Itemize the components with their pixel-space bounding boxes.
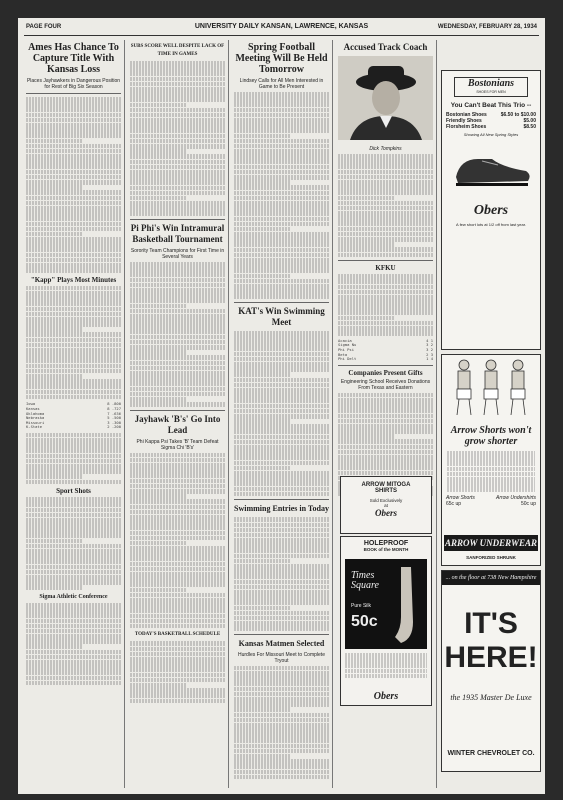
ad-holeproof-product: Times Square	[351, 570, 379, 591]
headline-swim-entries: Swimming Entries in Today	[234, 504, 329, 514]
ad-holeproof-copy	[345, 653, 427, 679]
body-text-block	[130, 453, 225, 629]
body-text-block	[338, 274, 433, 336]
body-text-block	[26, 433, 121, 484]
ad-bostonians-item	[442, 124, 540, 130]
body-text-block	[26, 97, 121, 273]
body-text-block	[234, 666, 329, 780]
ad-bostonians-note: Showing All New Spring Styles	[463, 132, 519, 137]
ad-arrow-shorts	[441, 354, 541, 566]
ad-bostonians-item-price: $8.50	[523, 124, 536, 130]
results-table: Acacia 4 1 Sigma Nu 3 2 Phi Psi 3 2 Beta 2 3 Phi Delt 1 4	[338, 337, 433, 362]
subhead-companies: Engineering School Receives Donations From Texas and Eastern	[340, 378, 431, 391]
column-2	[130, 40, 225, 788]
column-1	[26, 40, 121, 788]
ad-bostonians-item-price: $5.00	[523, 118, 536, 124]
column-rule	[228, 40, 229, 788]
body-text-block	[130, 641, 225, 703]
ad-bostonians-foot: A few short lots at 1/2 off from last year.	[456, 222, 526, 227]
headline-kat: KAT's Win Swimming Meet	[238, 305, 325, 327]
ad-arrow-shorts-label: Arrow Shorts	[446, 494, 475, 501]
headline-kapp: "Kapp" Plays Most Minutes	[30, 275, 117, 284]
masthead	[26, 22, 537, 34]
subhead-jayhawk: Phi Kappa Psi Takes 'B' Team Defeat Sigma Chi 'B's'	[136, 438, 219, 451]
headline-spring-football: Spring Football Meeting Will Be Held Tomorrow	[235, 42, 328, 75]
headline-companies: Companies Present Gifts	[348, 368, 423, 377]
ad-chevrolet-dealer: WINTER CHEVROLET CO.	[447, 750, 535, 757]
photo-caption: Dick Tompkins	[369, 146, 402, 152]
body-text-block	[26, 286, 121, 400]
subhead-piphi: Sorority Team Champions for First Time in Several Years	[130, 248, 225, 261]
ad-arrow-headline: Arrow Shorts won't grow shorter	[450, 425, 532, 447]
standings-table: Iowa 8 .800 Kansas 8 .727 Oklahoma 7 .636 Nebraska 5 .500 Missouri 3 .300 K-State 2 .200	[26, 401, 121, 430]
shoe-illustration	[442, 137, 540, 197]
column-rule	[332, 40, 333, 788]
body-text-block	[130, 262, 225, 407]
portrait-photo	[338, 56, 433, 140]
ad-arrow-undershirts-price: 50c up	[520, 500, 536, 507]
body-text-block	[234, 92, 329, 299]
headline-schedule: TODAY'S BASKETBALL SCHEDULE	[134, 632, 221, 638]
ad-bostonians-brand: Bostonians	[467, 78, 515, 89]
headline-ames: Ames Has Chance To Capture Title With Kansas Loss	[28, 42, 119, 75]
headline-matmen: Kansas Matmen Selected	[238, 638, 325, 648]
ad-holeproof-store: Obers	[373, 691, 399, 702]
ad-bostonians-item-name: Bostonian Shoes	[446, 112, 487, 118]
ad-arrow-mitoga	[340, 476, 432, 534]
body-text-block	[338, 154, 433, 257]
ad-holeproof-price: 50c	[351, 613, 378, 630]
ad-holeproof-photo	[345, 559, 427, 649]
paper-title: UNIVERSITY DAILY KANSAN, LAWRENCE, KANSAS	[194, 23, 369, 30]
ad-bostonians	[441, 70, 541, 350]
ad-holeproof-price-label: Pure Silk	[351, 603, 372, 609]
ad-arrow-sanforized: SANFORIZED SHRUNK	[466, 555, 516, 560]
ad-chevrolet	[441, 570, 541, 772]
ad-holeproof-line1: HOLEPROOF	[363, 540, 409, 547]
column-rule	[436, 40, 437, 788]
column-rule	[124, 40, 125, 788]
newspaper-page	[18, 18, 545, 794]
stocking-illustration	[391, 567, 421, 647]
ad-chevrolet-big: IT'S HERE!	[444, 607, 538, 674]
body-text-block	[130, 61, 225, 216]
ad-bostonians-tagline: SHOES FOR MEN	[476, 90, 506, 94]
subhead-ames: Places Jayhawkers in Dangerous Position for Rest of Big Six Season	[26, 78, 121, 90]
headline-piphi: Pi Phi's Win Intramural Basketball Tournament	[130, 223, 225, 245]
ad-mitoga-store: Obers	[375, 508, 397, 518]
subhead-matmen: Hurdles For Missouri Meet to Complete Tryout	[238, 651, 325, 664]
ad-arrow-brand: ARROW UNDERWEAR	[444, 535, 538, 551]
ad-holeproof	[340, 536, 432, 706]
ad-bostonians-logo	[454, 77, 528, 97]
subhead-spring-football: Lindsey Calls for All Men Interested in Game to Be Present	[239, 78, 324, 90]
kfku-heading: KFKU	[375, 264, 396, 273]
ad-bostonians-item-price: $6.50 to $10.00	[500, 112, 536, 118]
men-in-underwear-illustration	[442, 355, 540, 417]
ad-bostonians-store: Obers	[473, 203, 509, 218]
body-text-block	[234, 331, 329, 496]
issue-date: WEDNESDAY, FEBRUARY 28, 1934	[437, 24, 537, 30]
body-text-block	[26, 603, 121, 685]
ad-mitoga-line4: at	[384, 503, 388, 508]
headline-sport-shots: Sport Shots	[56, 487, 91, 496]
body-text-block	[234, 517, 329, 631]
ad-bostonians-items	[442, 112, 540, 130]
ad-arrow-shorts-price: 65c up	[446, 500, 462, 507]
column-3	[234, 40, 329, 788]
ad-holeproof-line2: BOOK of the MONTH	[363, 547, 409, 552]
page-number: PAGE FOUR	[26, 24, 62, 30]
headline-track-coach: Accused Track Coach	[343, 42, 428, 52]
body-text-block	[26, 497, 121, 590]
ad-arrow-undershirts-label: Arrow Undershirts	[495, 494, 536, 501]
ad-mitoga-line2: SHIRTS	[374, 488, 397, 494]
ad-bostonians-headline: You Can't Beat This Trio --	[450, 102, 532, 109]
headline-jayhawk: Jayhawk 'B's' Go Into Lead	[134, 413, 221, 435]
ad-chevrolet-model: the 1935 Master De Luxe	[450, 693, 532, 702]
ad-bostonians-item-name: Friendly Shoes	[446, 118, 482, 124]
ad-mitoga-line3: Sold Exclusively	[369, 498, 403, 503]
headline-aac: Sigma Athletic Conference	[39, 593, 108, 600]
ad-bostonians-item-name: Florsheim Shoes	[446, 124, 487, 130]
headline-subs: SUBS SCORE WELL DESPITE LACK OF TIME IN GAMES	[130, 44, 225, 57]
masthead-rule	[24, 35, 539, 36]
ad-mitoga-line1: ARROW MITOGA	[361, 482, 411, 488]
ad-chevrolet-top: ... on the floor at 738 New Hampshire	[442, 571, 540, 585]
